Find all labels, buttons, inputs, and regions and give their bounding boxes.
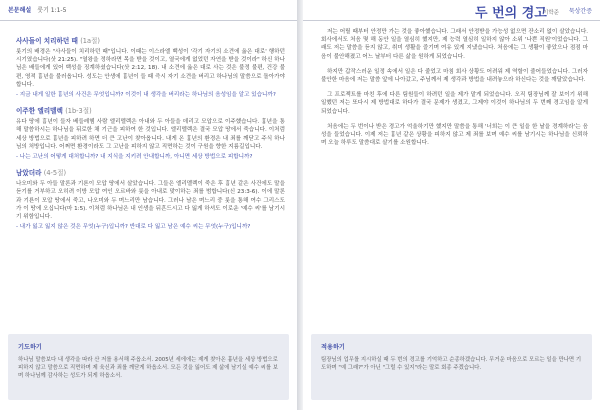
- section-paragraph: 나오미와 두 아들 말론과 기룐이 모압 땅에서 살았습니다. 그들은 엘리멜렉이 죽은 후 흉년 같은 사건에도 말을 듣기를 거부하고 오히려 이방 모압 여인 오르바와 룻을 아내로 맞이하는 죄를 범합니다(신 23:3-6). 이에 말론과 기룐이 모압 땅에서 죽고, 나오미와 두 며느리만 남습니다. 그러나 남은 며느리 중 룻을 통해 여수 그리스도가 이 땅에 오십니다(마 1:5). 이처럼 하나님은 내 인생을 뒤흔드시고 다 잃게 하셔도 이로운 '예수 씨'를 남기시기 위함입니다.: [16, 181, 285, 221]
- section-label-text: 본문해설: [8, 7, 32, 14]
- section-heading: 이주한 엘리멜렉 (1b-3절): [16, 107, 92, 116]
- prayer-box: [8, 334, 289, 400]
- essay-title: 두 번의 경고: [475, 6, 547, 21]
- reflection-question: - 나는 고난의 어떻게 대처합니까? 내 지식을 지키려 안내합니까, 아니면 세상 방법으로 피합니까?: [16, 154, 253, 161]
- commentary-section: [16, 105, 285, 161]
- reflection-question: - 내가 잃고 잃지 않은 것은 무엇(누구)입니까? 반대로 다 잃고 남은 예수 씨는 무엇(누구)입니까?: [16, 224, 251, 231]
- testimony-paragraph: 저는 어릴 때부터 안정만 가는 것을 좋아했습니다. 그래서 안정받을 가능성 없으면 잔소리 없이 살았습니다. 회사에서도 처음 몇 해 동안 일을 열심히 했지만, 제 능력 열심히 일하지 않아 소위 '나쁜 직원'이었습니다. 그래도 저는 말씀을 듣지 않고, 취미 생활을 즐기며 여유 있게 지냈습니다. 처음에는 그 생활이 좋았으나 점점 마음이 불안해졌고 어느 날부터 다른 삶을 원하게 되었습니다.: [321, 29, 588, 60]
- right-page-header: [303, 0, 600, 21]
- essay-author: 이학준: [543, 10, 559, 16]
- application-text: 팀장님의 업무를 지시하실 때 두 번의 경고를 기억하고 순종하겠습니다. 무거운 마음으로 모르는 일을 만나면 기도하며 "예 그래?"가 아닌 "그럴 수 있지"라는 말로 회종 주겠습니다.: [321, 357, 582, 371]
- commentary-section: [16, 35, 285, 99]
- prayer-text: 하나님 말씀보다 내 생각을 따라 산 저를 용서해 주옵소서. 2005년 세에에는 제게 찾아온 흉년을 세상 방법으로 피하지 않고 말씀으로 직면하며 제 육신과 죄를 깨닫게 하옵소서. 모든 것을 잃어도 제 삶에 남기실 예수 씨를 보며 하나님께 감사하는 성도가 되게 하옵소서.: [18, 357, 278, 379]
- section-heading: 사사들이 치리하던 때 (1a절): [16, 37, 100, 45]
- section-paragraph: 룻기의 배경은 "사사들이 치리하던 때"입니다. 이때는 이스라엘 백성이 '각기 자기의 소견에 옳은 대로' 행하던 시기였습니다(삿 21:25). "열왕을 정하라면 목을 받을 것이고, 열국에게 없었던 자연을 받을 것이라" 하신 하나님은 배들에게 있어 백성을 징계하셨습니다(삿 2:12, 18). 내 소견에 옳은 대로 사는 것은 불정 불편, 건강 불편, 영적 흉년을 불러옵니다. 성도는 안생에 흉년이 들 때 즉시 자기 소견을 버리고 하나님의 말씀으로 돌아가야 합니다.: [16, 49, 285, 88]
- prayer-title: 기도하기: [18, 344, 42, 351]
- testimony-label: 묵상간증: [568, 8, 592, 15]
- section-paragraph: 유다 땅에 흉년이 들자 베들레헴 사람 엘리멜렉은 아내와 두 아들을 데리고 모압으로 이주했습니다. 흉년을 통해 말씀하시는 하나님을 뒤로한 채 기근을 피하여 한 것입니다. 엘리멜렉은 결국 모압 땅에서 죽습니다. 이처럼 세상 방법으로 흉년을 피하려 하면 더 큰 고난이 찾아옵니다. 내게 온 흉년의 환경은 내 죄를 깨닫고 주식 하나님의 처방입니다. 어쩌면 환경이라도 그 고난을 피하지 않고 직면하는 것이 구원을 향한 지름길입니다.: [16, 119, 285, 150]
- reflection-question: - 지금 내게 일한 흉년의 사건은 무엇입니까? 이것이 내 생각을 버리라는 하나님의 음성임을 알고 있습니까?: [16, 92, 276, 99]
- commentary-section: [16, 167, 285, 231]
- section-heading: 남았더라 (4-5절): [16, 169, 67, 178]
- application-box: [311, 334, 592, 400]
- application-title: 적용하기: [321, 344, 345, 351]
- right-page: [303, 0, 600, 410]
- commentary-body: [0, 21, 297, 231]
- left-page-header: [0, 0, 297, 21]
- testimony-paragraph: 그 프로젝트를 마친 후에 다른 팀원들이 하려던 일을 제가 맡게 되었습니다. 오직 팀장님께 잘 보이기 위해 일했던 저는 또다시 제 방법대로 하다가 결국 문제가 생겼고, 그제야 이것이 하나님의 두 번째 경고임을 알게 되었습니다.: [321, 92, 588, 115]
- left-page: [0, 0, 297, 410]
- section-label: [8, 5, 66, 14]
- testimony-paragraph: 처음에는 두 번이나 받은 경고가 억울하기만 했지만 말씀을 통해 '너희는 이 큰 일을 한 날을 경계하라'는 음성을 들었습니다. 이제 저는 흉년 같은 상황을 피하지 않고 제 죄를 보며 예수 씨를 남기시는 하나님을 신뢰하며 오늘 하루도 말씀대로 살기를 소원합니다.: [321, 123, 588, 147]
- scripture-reference: 룻기 1:1-5: [37, 7, 67, 14]
- testimony-paragraph: 하지만 갑작스러운 일정 속에서 일은 다 줄었고 마침 회사 상황도 어려워 제 역할이 줄어들었습니다. 그러자 불안한 마음에 저는 말씀 앞에 나아갔고, 주님께서 제 생각과 방법을 내려놓으라 하신다는 것을 깨달았습니다.: [321, 68, 588, 84]
- testimony-body: [303, 21, 600, 147]
